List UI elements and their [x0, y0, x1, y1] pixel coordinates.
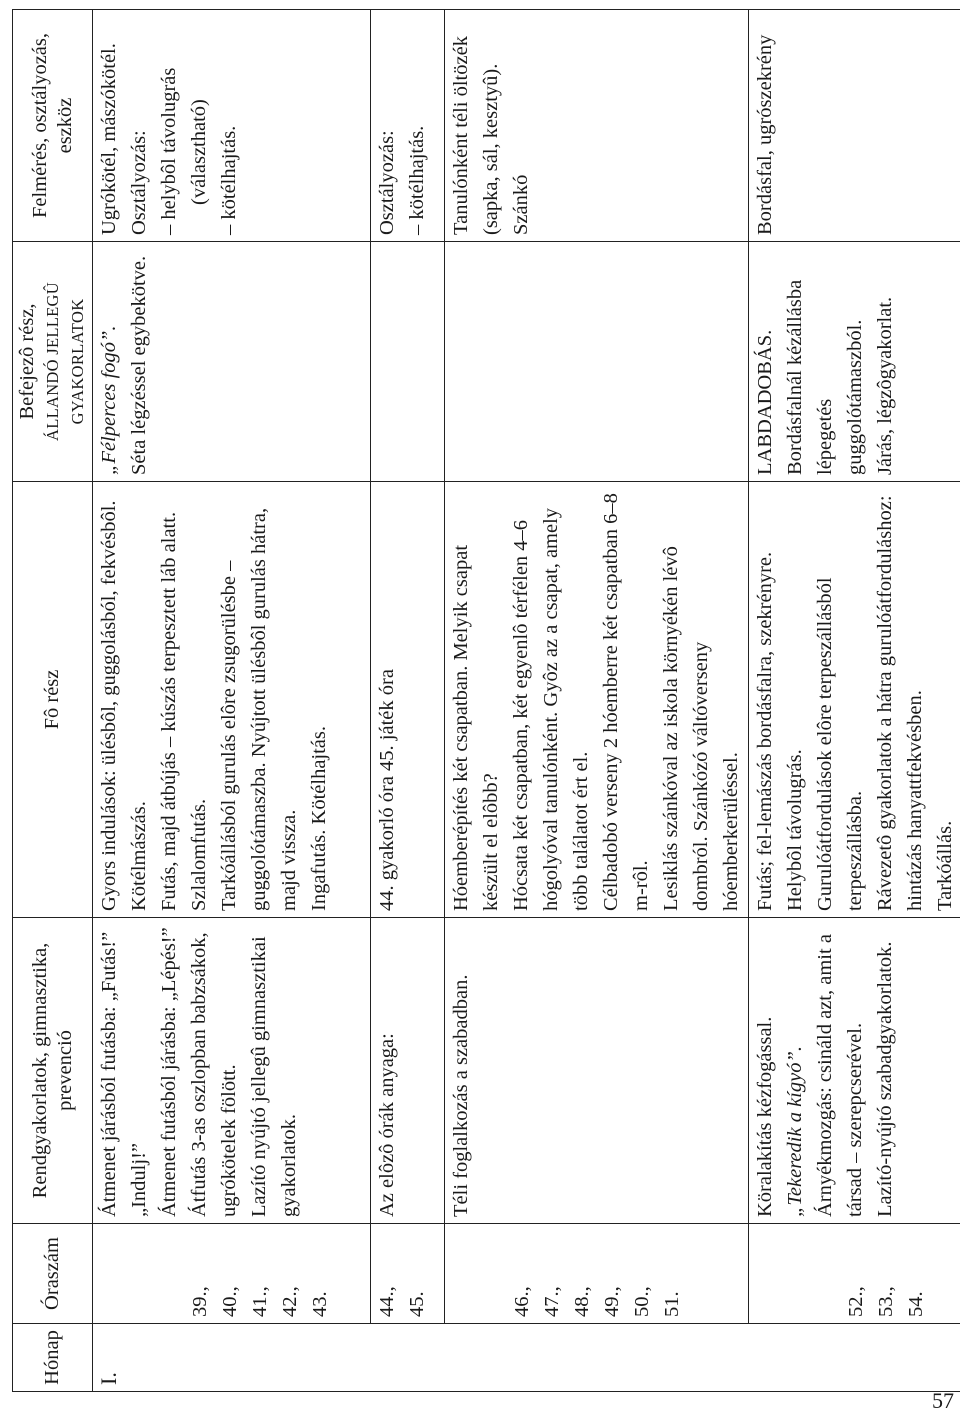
main-text: Futás, majd átbújás – kúszás terpesztett láb alatt.	[158, 511, 180, 911]
main-part-cell	[371, 482, 445, 918]
lesson-number: 48.,	[571, 1286, 593, 1317]
warmup-text: Átfutás 3-as oszlopban babzsákok, ugrókötelek fölött.	[188, 932, 240, 1217]
main-text: Tarkóállás.	[934, 820, 956, 911]
table-row	[371, 10, 445, 1392]
assessment-text: – helybôl távolugrás	[158, 67, 180, 235]
main-text: Ingafutás. Kötélhajtás.	[308, 725, 330, 911]
assessment-cell	[445, 10, 749, 242]
lesson-number: 39.,	[189, 1286, 211, 1317]
warmup-text: Árnyékmozgás: csináld azt, amit a társad – szerepcserével.	[814, 934, 866, 1217]
main-text: 44. gyakorló óra 45. játék óra	[376, 669, 398, 911]
main-text: Tarkóállásból gurulás elôre zsugorülésbe – guggolótámaszba. Nyújtott ülésbôl gurulás hátra, majd vissza.	[218, 507, 300, 911]
header-closing-small: ÁLLANDÓ JELLEGÛ GYAKORLATOK	[43, 282, 87, 441]
header-warmup: Rendgyakorlatok, gimnasztika, prevenció	[13, 918, 93, 1224]
header-row	[13, 10, 93, 1392]
main-text: Gyors indulások: ülésbôl, guggolásból, fekvésbôl.	[98, 500, 120, 911]
main-part-cell	[749, 482, 960, 918]
main-text: Szlalomfutás.	[188, 798, 210, 911]
main-text: Rávezetô gyakorlatok a hátra gurulóátforduláshoz: hintázás hanyattfekvésben.	[874, 495, 926, 911]
lesson-number: 54.	[905, 1291, 927, 1317]
assessment-text: – kötélhajtás.	[218, 125, 240, 235]
header-month: Hónap	[13, 1324, 93, 1392]
warmup-text: Téli foglalkozás a szabadban.	[450, 974, 472, 1217]
main-text: Hócsata két csapatban, két egyenlô térfélen 4–6 hógolyóval tanulónként. Gyôz az a csapat, amely több találatot ért el.	[510, 507, 592, 911]
main-text: Kötélmászás.	[128, 801, 150, 911]
main-part-cell	[445, 482, 749, 918]
warmup-text: „Tekeredik a kígyó”.	[784, 1046, 806, 1217]
assessment-text: – kötélhajtás.	[406, 125, 428, 235]
page-number: 57	[932, 1388, 954, 1413]
lesson-number: 45.	[406, 1291, 428, 1317]
lesson-number: 52.,	[845, 1286, 867, 1317]
lesson-number: 49.,	[601, 1286, 623, 1317]
lesson-number: 42.,	[279, 1286, 301, 1317]
lesson-numbers	[749, 1224, 960, 1324]
table-row	[749, 10, 960, 1392]
header-main-part: Fô rész	[13, 482, 93, 918]
lesson-number: 53.,	[875, 1286, 897, 1317]
lesson-number: 47.,	[541, 1286, 563, 1317]
main-part-cell	[93, 482, 371, 918]
lesson-number: 50.,	[631, 1286, 653, 1317]
main-text: Hóemberépítés két csapatban. Melyik csapat készült el elôbb?	[450, 544, 502, 911]
warmup-text: Köralakítás kézfogással.	[754, 1016, 776, 1217]
lesson-number: 40.,	[219, 1286, 241, 1317]
warmup-text: Lazító nyújtó jellegû gimnasztikai gyakorlatok.	[248, 936, 300, 1217]
warmup-text: Átmenet futásból járásba: „Lépés!”	[158, 927, 180, 1217]
lesson-numbers	[371, 1224, 445, 1324]
month-cell: I.	[93, 1324, 960, 1392]
assessment-text: Szánkó	[510, 174, 532, 235]
assessment-text: (választható)	[188, 99, 210, 205]
lesson-number: 44.,	[376, 1286, 398, 1317]
rotated-table-page	[12, 10, 956, 1392]
table-row	[445, 10, 749, 1392]
assessment-cell	[93, 10, 371, 242]
header-lesson-number: Óraszám	[13, 1224, 93, 1324]
closing-text: „Félperces fogó”.	[98, 325, 120, 475]
header-closing	[13, 242, 93, 482]
assessment-cell	[371, 10, 445, 242]
main-text: Gurulóátfordulások elôre terpeszállásból terpeszállásba.	[814, 577, 866, 911]
warmup-cell	[749, 918, 960, 1224]
warmup-cell	[371, 918, 445, 1224]
closing-cell	[371, 242, 445, 482]
main-text: Helybôl távolugrás.	[784, 749, 806, 911]
assessment-text: Ugrókötél, mászókötél.	[98, 43, 120, 235]
closing-cell	[93, 242, 371, 482]
lesson-numbers	[445, 1224, 749, 1324]
main-text: Célbadobó verseny 2 hóemberre két csapatban 6–8 m-rôl.	[600, 493, 652, 911]
assessment-text: Tanulónként téli öltözék (sapka, sál, kesztyû).	[450, 36, 502, 235]
assessment-text: Osztályozás:	[128, 130, 150, 235]
header-assessment: Felmérés, osztályozás, eszköz	[13, 10, 93, 242]
assessment-cell	[749, 10, 960, 242]
table-row	[93, 10, 371, 1392]
assessment-text: Bordásfal, ugrószekrény	[754, 34, 776, 235]
closing-cell	[749, 242, 960, 482]
warmup-text: Átmenet járásból futásba: „Futás!” „Indulj!”	[98, 931, 150, 1217]
closing-text: Séta légzéssel egybekötve.	[128, 255, 150, 475]
lesson-number: 51.	[661, 1291, 683, 1317]
warmup-cell	[93, 918, 371, 1224]
warmup-text: Az elôzô órák anyaga:	[376, 1033, 398, 1217]
closing-text: Bordásfalnál kézállásba lépegetés guggolótámaszból.	[784, 279, 866, 475]
main-text: Futás; fel-lemászás bordásfalra, szekrényre.	[754, 551, 776, 911]
warmup-cell	[445, 918, 749, 1224]
lesson-plan-table	[12, 9, 960, 1392]
lesson-number: 46.,	[511, 1286, 533, 1317]
closing-text: Járás, légzôgyakorlat.	[874, 296, 896, 475]
lesson-number: 41.,	[249, 1286, 271, 1317]
warmup-text: Lazító-nyújtó szabadgyakorlatok.	[874, 941, 896, 1217]
main-text: Lesiklás szánkóval az iskola környékén lévô dombról. Szánkózó váltóverseny hóemberkerüléssel.	[660, 546, 742, 911]
lesson-numbers	[93, 1224, 371, 1324]
closing-text: LABDADOBÁS.	[754, 329, 776, 475]
assessment-text: Osztályozás:	[376, 130, 398, 235]
closing-cell	[445, 242, 749, 482]
header-closing-main: Befejezô rész,	[16, 303, 38, 420]
lesson-number: 43.	[309, 1291, 331, 1317]
